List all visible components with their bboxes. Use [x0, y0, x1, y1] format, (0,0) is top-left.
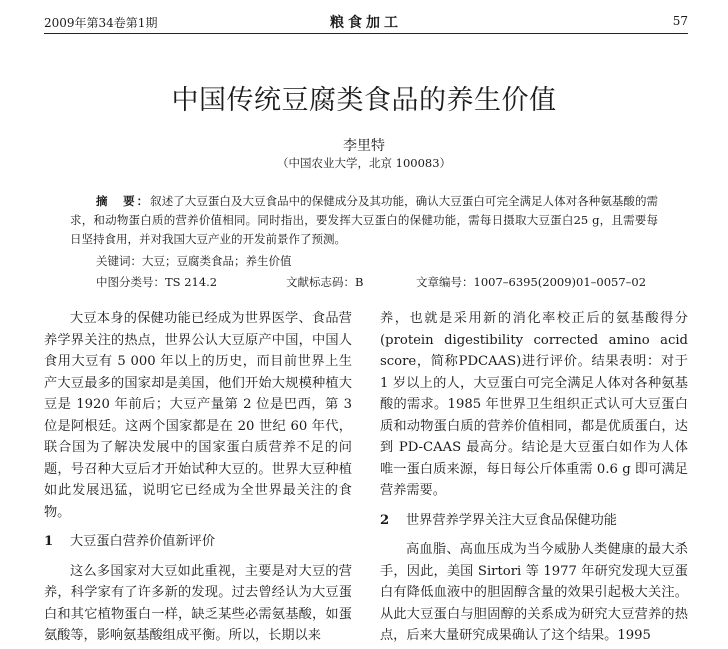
abstract-text: 叙述了大豆蛋白及大豆食品中的保健成分及其功能，确认大豆蛋白可完全满足人体对各种氨基酸的需求，和动物蛋白质的营养价值相同。同时指出，要发挥大豆蛋白的保健功能，需每日摄取大豆蛋白25 g，且需要每日坚持食用，并对我国大豆产业的开发前景作了预测。: [70, 194, 658, 246]
abstract-label: 摘 要：: [96, 194, 151, 208]
body-paragraph: 这么多国家对大豆如此重视，主要是对大豆的营养，科学家有了许多新的发现。过去曾经认为大豆蛋白和其它植物蛋白一样，缺乏某些必需氨基酸，如蛋氨酸等，影响氨基酸组成平衡。所以，长期以来: [44, 563, 352, 643]
section-title: 世界营养学界关注大豆食品保健功能: [406, 512, 617, 528]
abstract: [70, 192, 658, 249]
journal-name: 粮食加工: [330, 15, 402, 31]
section-number: 2: [380, 512, 390, 528]
author-name: 李里特: [343, 138, 385, 154]
body-paragraph: 大豆本身的保健功能已经成为世界医学、食品营养学界关注的热点，世界公认大豆原产中国，中国人食用大豆有 5 000 年以上的历史，而目前世界上生产大豆最多的国家却是美国，他们开始大规模种植大豆是 1920 年前后；大豆产量第 2 位是巴西，第 3 位是阿根廷。这两个国家都是在 20 世纪 60 年代，联合国为了解决发展中的国家蛋白质营养不足的问题，号召种大豆后才开始试种大豆的。世界大豆种植如此发展迅猛，说明它已经成为全世界最关注的食物。: [44, 311, 352, 520]
keywords: 关键词：大豆；豆腐类食品；养生价值: [96, 254, 292, 268]
article-number: 文章编号：1007–6395(2009)01–0057–02: [416, 275, 647, 289]
section-number: 1: [44, 534, 54, 549]
journal-issue: 2009年第34卷第1期: [44, 16, 158, 30]
running-header: [44, 12, 688, 32]
author-affiliation: （中国农业大学，北京 100083）: [276, 156, 452, 170]
body-paragraph: 高血脂、高血压成为当今威胁人类健康的最大杀手，因此，美国 Sirtori 等 1977 年研究发现大豆蛋白有降低血液中的胆固醇含量的效果引起极大关注。从此大豆蛋白与胆固醇的关系成为研究大豆营养的热点，后来大量研究成果确认了这个结果。1995: [380, 542, 688, 643]
section-title: 大豆蛋白营养价值新评价: [70, 534, 216, 549]
section-heading-2: [380, 510, 688, 532]
article-title: 中国传统豆腐类食品的养生价值: [171, 85, 557, 116]
page-number: 57: [672, 14, 688, 28]
document-code: 文献标志码：B: [286, 275, 364, 289]
clc-number: 中图分类号：TS 214.2: [96, 275, 218, 289]
header-rule: [44, 33, 688, 34]
body-paragraph: 养，也就是采用新的消化率校正后的氨基酸得分(protein digestibility corrected amino acid score，简称PDCAAS)进行评价。结果表明：对于 1 岁以上的人，大豆蛋白可完全满足人体对各种氨基酸的需求。1985 年世界卫生组织正式认可大豆蛋白质和动物蛋白质的营养价值相同，都是优质蛋白，达到 PD-CAAS 最高分。结论是大豆蛋白如作为人体唯一蛋白质来源，每日每公斤体重需 0.6 g 即可满足营养需要。: [380, 311, 688, 498]
right-column: [380, 308, 688, 647]
left-column: [44, 308, 352, 647]
section-heading-1: [44, 531, 352, 553]
